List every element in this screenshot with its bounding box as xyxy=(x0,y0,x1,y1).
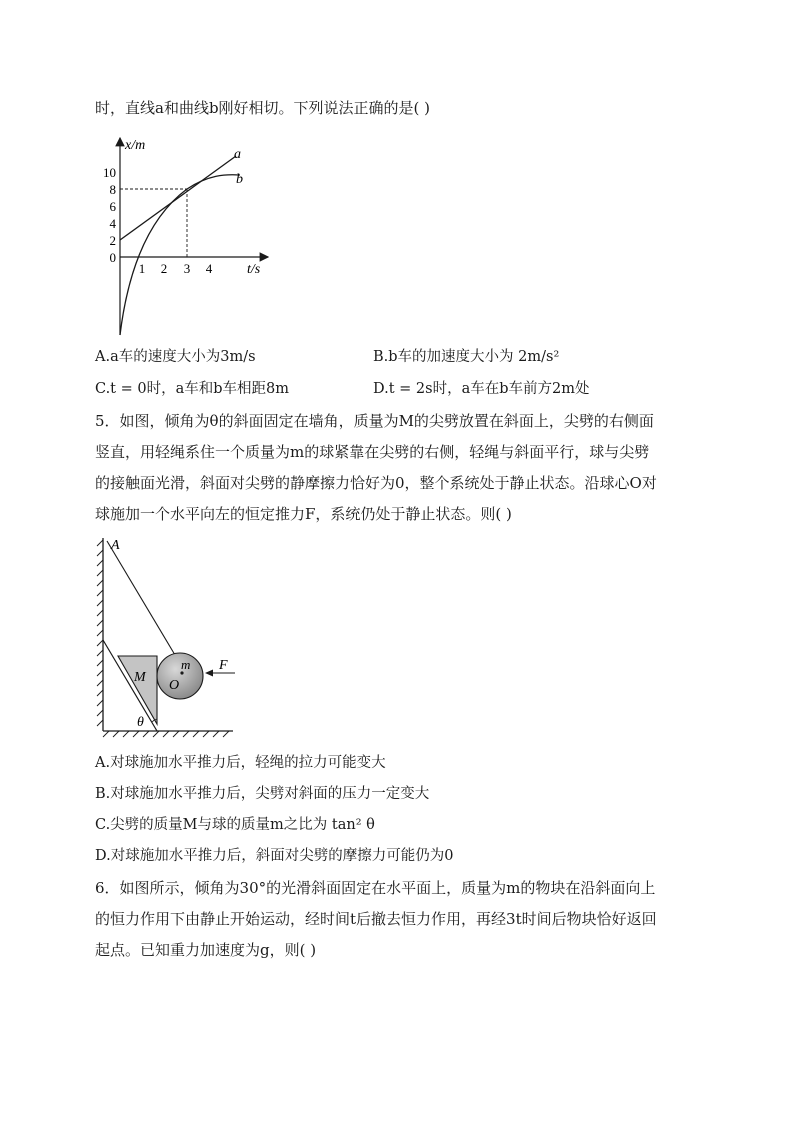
q4-option-c: C.t = 0时，a车和b车相距8m xyxy=(95,381,290,397)
label-m-wedge: M xyxy=(134,670,146,685)
line-a-label: a xyxy=(234,147,241,162)
y-tick: 10 xyxy=(103,165,116,180)
q6-stem-line: 起点。已知重力加速度为g，则( ) xyxy=(95,941,317,959)
q4-stem-tail: 时，直线a和曲线b刚好相切。下列说法正确的是( ) xyxy=(95,99,431,117)
x-tick: 3 xyxy=(183,261,191,276)
q4-option-d: D.t = 2s时，a车在b车前方2m处 xyxy=(373,381,590,397)
x-tick: 1 xyxy=(138,261,146,276)
q5-option-b: B.对球施加水平推力后，尖劈对斜面的压力一定变大 xyxy=(95,786,430,802)
force-f-arrowhead xyxy=(205,670,213,677)
label-a: A xyxy=(111,538,120,553)
curve-b xyxy=(120,175,240,335)
y-tick: 4 xyxy=(109,216,116,231)
x-tick: 4 xyxy=(205,261,213,276)
q5-stem-line: 5．如图，倾角为θ的斜面固定在墙角，质量为M的尖劈放置在斜面上，尖劈的右侧面 xyxy=(95,412,654,430)
wall-hatching xyxy=(97,540,103,726)
y-tick: 2 xyxy=(109,233,116,248)
q4-option-b: B.b车的加速度大小为 2m/s² xyxy=(373,349,560,365)
line-a xyxy=(120,156,236,240)
q5-stem-line: 竖直，用轻绳系住一个质量为m的球紧靠在尖劈的右侧，轻绳与斜面平行，球与尖劈 xyxy=(95,443,650,461)
q6-stem-line: 的恒力作用下由静止开始运动，经时间t后撤去恒力作用，再经3t时间后物块恰好返回 xyxy=(95,910,657,928)
y-axis-label: x/m xyxy=(125,138,146,153)
floor-hatching xyxy=(103,731,229,737)
x-axis-label: t/s xyxy=(247,262,261,277)
label-theta: θ xyxy=(137,715,144,730)
label-f: F xyxy=(219,658,228,673)
wedge-m xyxy=(118,656,157,724)
label-m-ball: m xyxy=(181,657,191,672)
y-tick: 0 xyxy=(109,250,116,265)
q6-stem-line: 6．如图所示，倾角为30°的光滑斜面固定在水平面上，质量为m的物块在沿斜面向上 xyxy=(95,879,656,897)
q4-xt-graph xyxy=(100,130,275,340)
ball-m xyxy=(157,653,203,699)
q5-option-a: A.对球施加水平推力后，轻绳的拉力可能变大 xyxy=(95,755,386,771)
q5-stem-line: 球施加一个水平向左的恒定推力F，系统仍处于静止状态。则( ) xyxy=(95,505,512,523)
label-o: O xyxy=(169,678,180,693)
y-tick: 8 xyxy=(109,182,116,197)
y-tick: 6 xyxy=(109,199,116,214)
q5-option-d: D.对球施加水平推力后，斜面对尖劈的摩擦力可能仍为0 xyxy=(95,848,454,864)
q5-option-c: C.尖劈的质量M与球的质量m之比为 tan² θ xyxy=(95,817,375,833)
x-tick: 2 xyxy=(160,261,168,276)
q5-stem-line: 的接触面光滑，斜面对尖劈的静摩擦力恰好为0，整个系统处于静止状态。沿球心O对 xyxy=(95,474,657,492)
q4-option-a: A.a车的速度大小为3m/s xyxy=(95,349,256,365)
curve-b-label: b xyxy=(236,172,243,187)
q5-wedge-ball-figure xyxy=(95,533,240,743)
rope xyxy=(107,541,175,655)
